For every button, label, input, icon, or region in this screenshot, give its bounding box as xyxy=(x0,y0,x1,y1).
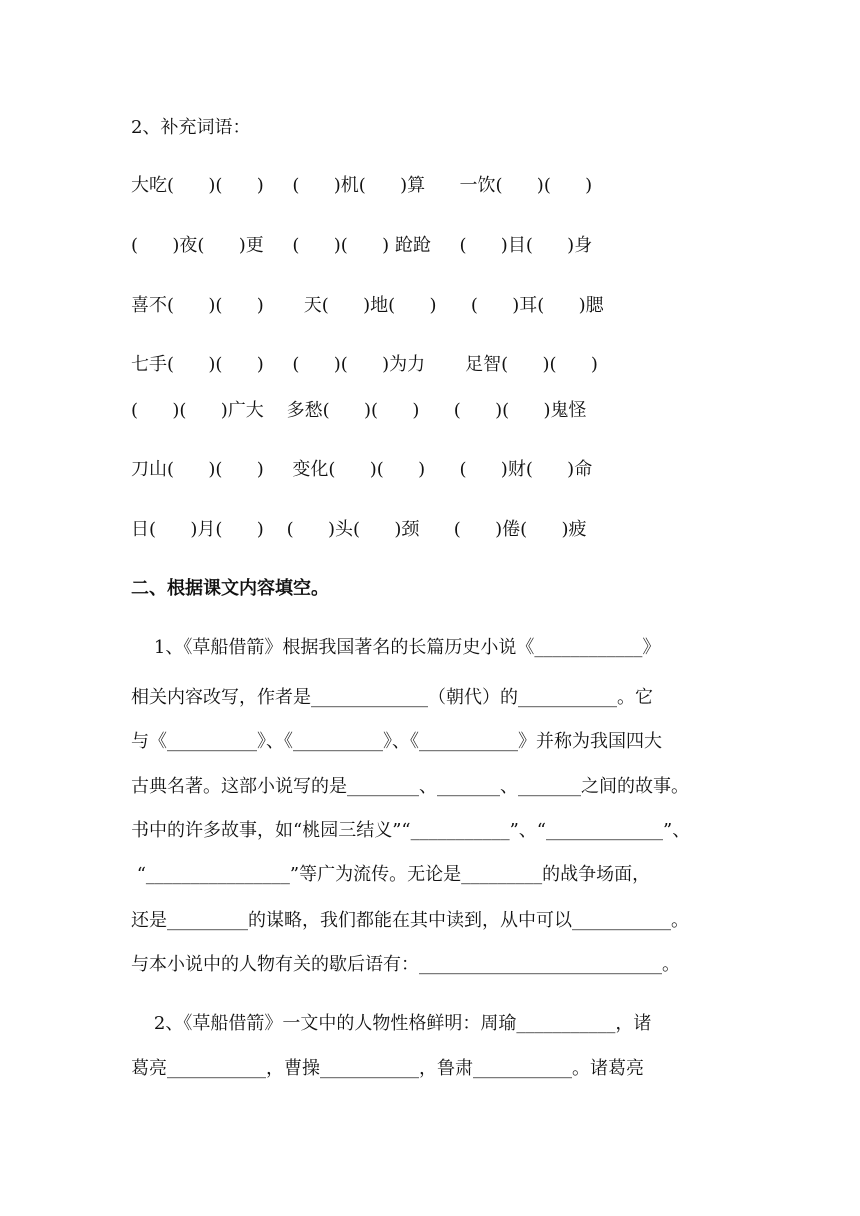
word-row-5: ( )( )广大 多愁( )( ) ( )( )鬼怪 xyxy=(131,400,587,421)
word-row-7: 日( )月( ) ( )头( )颈 ( )倦( )疲 xyxy=(131,519,587,540)
word-row-6: 刀山( )( ) 变化( )( ) ( )财( )命 xyxy=(131,459,593,480)
para1-line-4: 古典名著。这部小说写的是________、_______、_______之间的故事。 xyxy=(131,776,689,797)
section-title-fill-words: 2、补充词语： xyxy=(131,117,251,138)
para1-line-2: 相关内容改写，作者是_____________（朝代）的___________。它 xyxy=(131,687,653,708)
section-heading-fill-text: 二、根据课文内容填空。 xyxy=(131,578,329,599)
para1-line-7: 还是_________的谋略，我们都能在其中读到，从中可以___________。 xyxy=(131,910,689,931)
para2-line-1: 2、《草船借箭》一文中的人物性格鲜明：周瑜___________，诸 xyxy=(131,1013,652,1034)
para2-line-2: 葛亮___________，曹操___________，鲁肃___________。诸葛亮 xyxy=(131,1058,644,1079)
para1-line-6: “________________”等广为流传。无论是_________的战争场面， xyxy=(131,864,651,885)
para1-line-8: 与本小说中的人物有关的歇后语有：___________________________。 xyxy=(131,954,680,975)
word-row-3: 喜不( )( ) 天( )地( ) ( )耳( )腮 xyxy=(131,295,604,316)
word-row-1: 大吃( )( ) ( )机( )算 一饮( )( ) xyxy=(131,175,593,196)
para1-line-3: 与《__________》、《__________》、《___________》并称为我国四大 xyxy=(131,731,662,752)
word-row-4: 七手( )( ) ( )( )为力 足智( )( ) xyxy=(131,354,598,375)
word-row-2: ( )夜( )更 ( )( ) 跄跄 ( )目( )身 xyxy=(131,235,593,256)
para1-line-5: 书中的许多故事，如“桃园三结义”“___________”、“_____________”、 xyxy=(131,820,691,841)
para1-line-1: 1、《草船借箭》根据我国著名的长篇历史小说《____________》 xyxy=(131,637,661,658)
